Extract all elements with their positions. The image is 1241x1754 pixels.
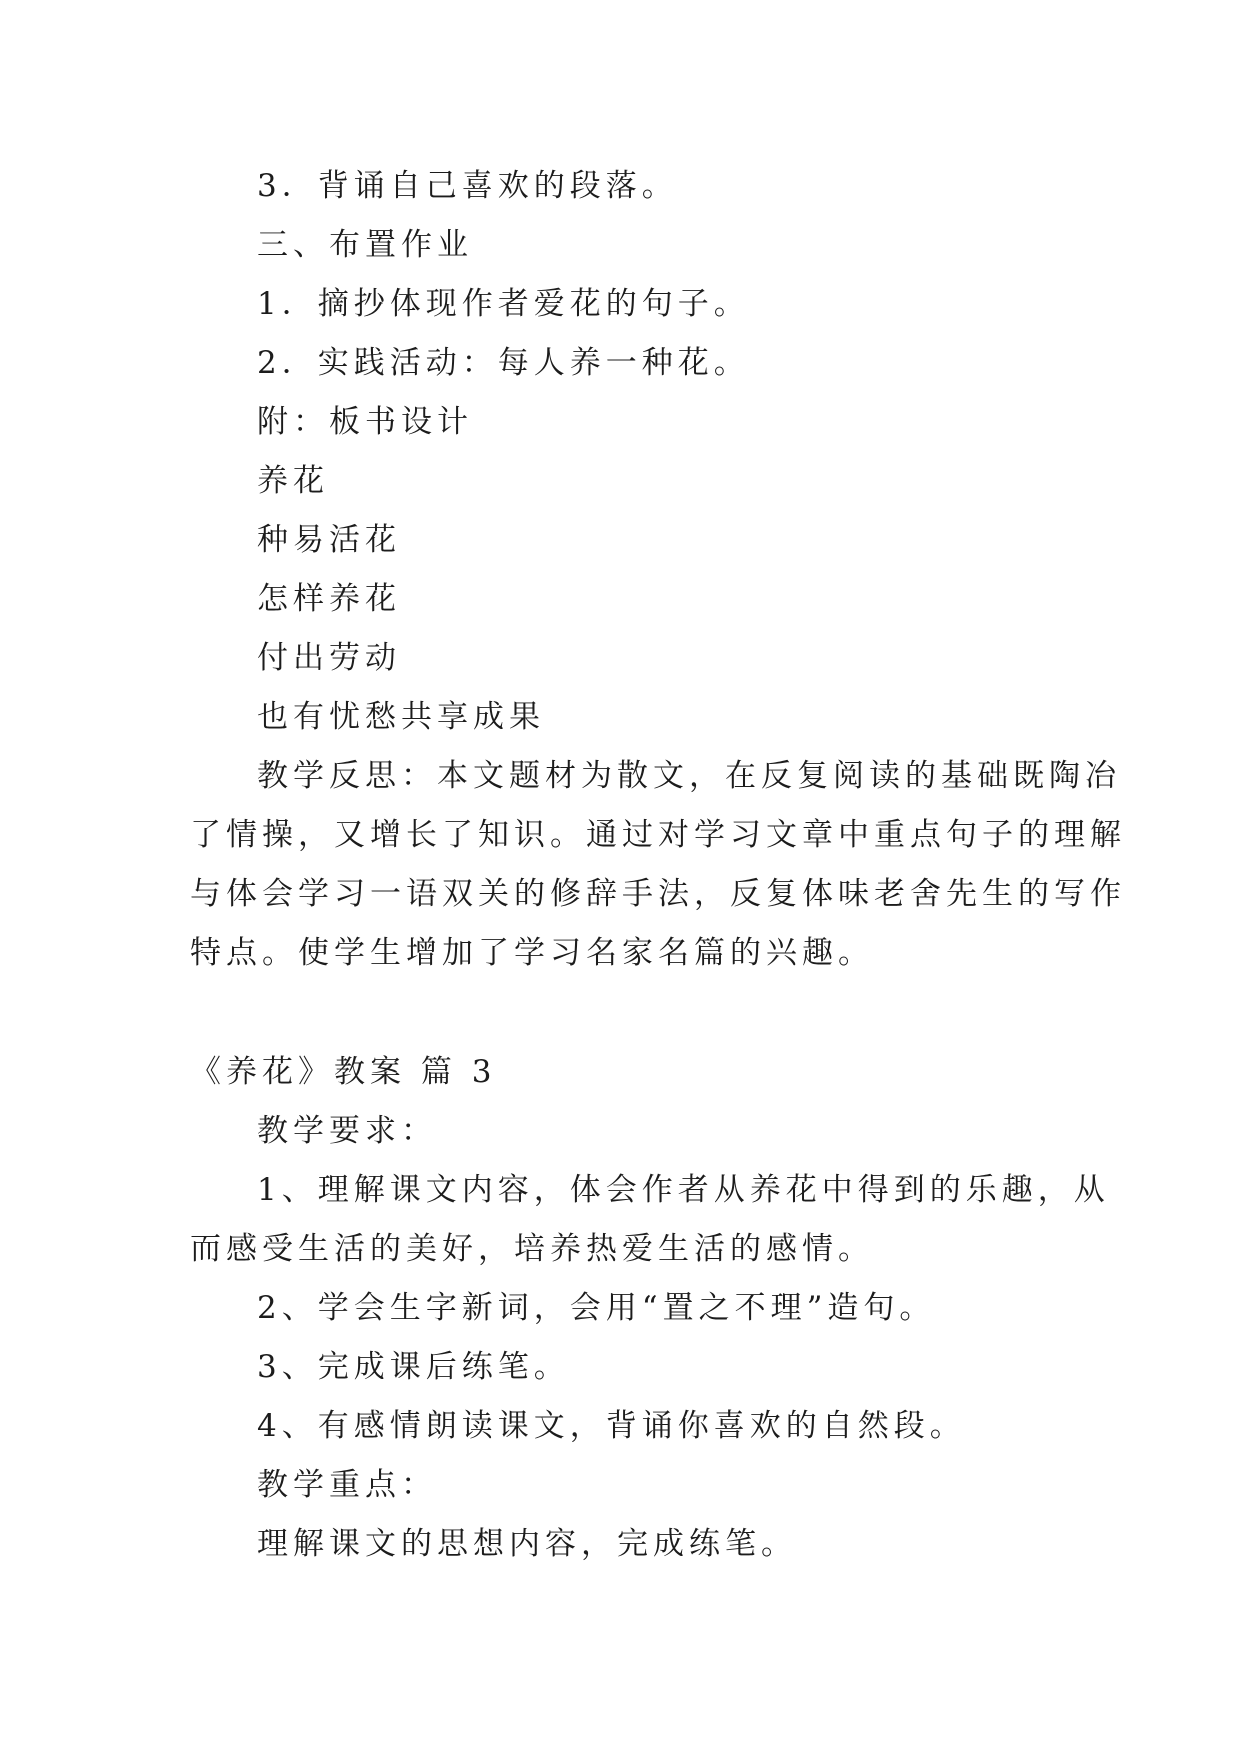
board-line: 付出劳动 (257, 640, 401, 676)
board-line: 怎样养花 (257, 581, 401, 617)
section-heading-homework: 三、布置作业 (257, 227, 473, 263)
board-design-label: 附：板书设计 (257, 404, 473, 440)
board-line: 也有忧愁共享成果 (257, 699, 545, 735)
list-item: 3．背诵自己喜欢的段落。 (257, 168, 678, 204)
board-line: 养花 (257, 463, 329, 499)
requirement-line: 2、学会生字新词，会用“置之不理”造句。 (257, 1290, 936, 1326)
requirement-line: 3、完成课后练笔。 (257, 1349, 570, 1385)
focus-label: 教学重点： (257, 1467, 437, 1503)
requirement-line: 4、有感情朗读课文，背诵你喜欢的自然段。 (257, 1408, 966, 1444)
reflection-paragraph-line: 与体会学习一语双关的修辞手法，反复体味老舍先生的写作 (190, 876, 1126, 912)
requirement-line: 1、理解课文内容，体会作者从养花中得到的乐趣，从 (257, 1172, 1110, 1208)
reflection-paragraph-line: 了情操，又增长了知识。通过对学习文章中重点句子的理解 (190, 817, 1126, 853)
focus-text: 理解课文的思想内容，完成练笔。 (257, 1526, 797, 1562)
list-item: 2．实践活动：每人养一种花。 (257, 345, 750, 381)
requirements-label: 教学要求： (257, 1113, 437, 1149)
board-line: 种易活花 (257, 522, 401, 558)
list-item: 1．摘抄体现作者爱花的句子。 (257, 286, 750, 322)
section-title: 《养花》教案 篇 3 (190, 1054, 497, 1090)
reflection-paragraph-line: 特点。使学生增加了学习名家名篇的兴趣。 (190, 935, 874, 971)
reflection-paragraph-line: 教学反思：本文题材为散文，在反复阅读的基础既陶冶 (257, 758, 1121, 794)
requirement-line: 而感受生活的美好，培养热爱生活的感情。 (190, 1231, 874, 1267)
